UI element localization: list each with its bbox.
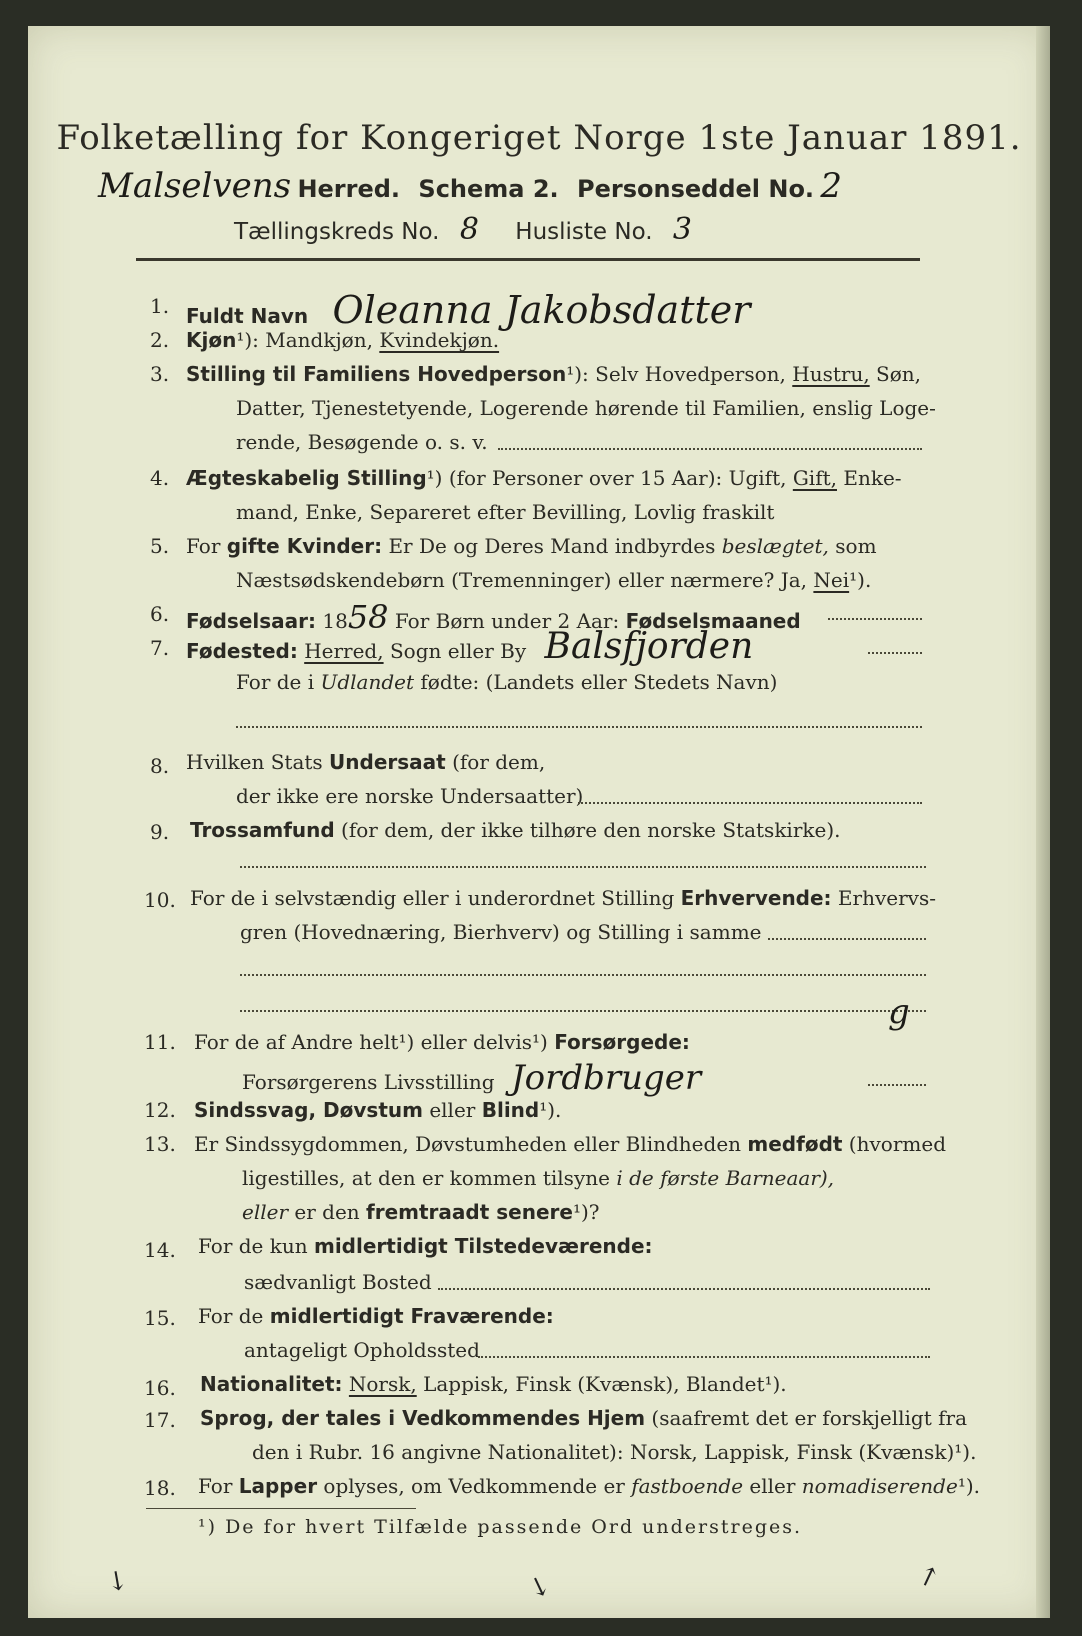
text: For de [198,1304,270,1328]
header-line-1 [98,166,842,206]
item-18 [198,1474,980,1498]
item-number: 6. [150,602,170,626]
item-number: 8. [150,754,170,778]
herred-label: Herred. [297,175,401,203]
item-13 [194,1132,946,1156]
item-number: 7. [150,636,170,660]
dotted-line [828,618,922,620]
dotted-line [868,652,922,654]
item-number: 9. [150,820,170,844]
text: 18 [316,609,348,633]
text: ¹): Mandkjøn, [236,328,380,352]
item-7-cont [236,670,777,694]
item-10-cont: gren (Hovednæring, Bierhverv) og Stilling i samme [240,920,762,944]
label-fodselsmaaned: Fødselsmaaned [625,609,801,633]
footnote: ¹) De for hvert Tilfælde passende Ord understreges. [198,1516,803,1538]
item-13-cont [242,1200,600,1224]
item-2 [186,328,499,352]
handwritten-mark: g [888,992,910,1032]
dotted-line [240,866,926,868]
text: som [828,534,877,558]
item-4-cont: mand, Enke, Separeret efter Bevilling, Lovlig fraskilt [236,500,775,524]
label-sindssvag: Sindssvag, Døvstum [194,1098,423,1122]
kreds-number: 8 [459,212,479,247]
personseddel-label: Personseddel No. [577,175,815,203]
text: ¹). [957,1474,980,1498]
name-handwritten: Oleanna Jakobsdatter [332,288,751,332]
text: fødte: (Landets eller Stedets Navn) [414,670,778,694]
item-14-cont: sædvanligt Bosted [244,1270,432,1294]
label-kjon: Kjøn [186,328,237,352]
text: Sogn eller By [383,639,527,663]
text: eller [242,1200,289,1224]
underlined-answer: Hustru, [792,362,870,386]
birth-year-handwritten: 58 [347,598,389,636]
item-number: 4. [150,466,170,490]
label-fuldt-navn: Fuldt Navn [186,304,309,328]
husliste-label: Husliste No. [515,219,653,245]
kreds-label: Tællingskreds No. [234,219,440,245]
census-form-sheet [28,26,1050,1618]
text: For [186,534,227,558]
text: eller [422,1098,482,1122]
husliste-number: 3 [672,212,693,247]
item-number: 13. [144,1132,176,1156]
corner-mark-left: ↘ [99,1562,135,1600]
header-rule [136,258,920,261]
text: ¹). [539,1098,562,1122]
item-10 [190,886,936,910]
item-16 [200,1372,787,1396]
item-number: 14. [144,1238,176,1262]
label-gifte-kvinder: gifte Kvinder: [226,534,383,558]
text: For Børn under 2 Aar: [388,609,626,633]
footnote-rule [146,1508,416,1509]
label-trossamfund: Trossamfund [190,818,335,842]
text: Forsørgerens Livsstilling [242,1070,495,1094]
text: For de i selvstændig eller i underordnet Stilling [190,886,681,910]
text: er den [288,1200,367,1224]
text: oplyses, om Vedkommende er [317,1474,632,1498]
herred-handwritten: Malselvens [98,166,292,206]
item-5 [186,534,877,558]
text: Lappisk, Finsk (Kvænsk), Blandet¹). [416,1372,787,1396]
label-nationalitet: Nationalitet: [200,1372,343,1396]
item-8 [186,750,545,774]
item-number: 5. [150,534,170,558]
text: Næstsødskendebørn (Tremenninger) eller nærmere? Ja, [236,568,814,592]
text: Er De og Deres Mand indbyrdes [382,534,722,558]
text: Enke- [837,466,902,490]
item-3-cont: rende, Besøgende o. s. v. [236,430,488,454]
item-number: 1. [150,294,170,318]
dotted-line [578,802,922,804]
dotted-line [868,1084,926,1086]
item-number: 3. [150,362,170,386]
text: (saafremt det er forskjelligt fra [645,1406,967,1430]
label-fodested: Fødested: [186,639,298,663]
underlined-answer: Herred, [304,639,384,663]
item-number: 17. [144,1408,176,1432]
text: ligestilles, at den er kommen tilsyne [242,1166,617,1190]
item-3 [186,362,921,386]
text: ¹). [849,568,872,592]
item-7 [186,626,753,667]
dotted-line [236,726,922,728]
text: ¹): Selv Hovedperson, [566,362,793,386]
text: fastboende [631,1474,744,1498]
form-title: Folketælling for Kongeriget Norge 1ste Januar 1891. [56,118,1022,158]
item-15-cont: antageligt Opholdssted [244,1338,480,1362]
item-3-cont: Datter, Tjenestetyende, Logerende hørende til Familien, enslig Loge- [236,396,936,420]
item-number: 10. [144,888,176,912]
label-blind: Blind [481,1098,540,1122]
item-13-cont [242,1166,834,1190]
text: Erhvervs- [831,886,936,910]
corner-mark-center: ↘ [523,1569,555,1605]
label-medfodt: medfødt [747,1132,843,1156]
text: nomadiserende [801,1474,958,1498]
item-17 [200,1406,967,1430]
birthplace-handwritten: Balsfjorden [544,626,754,667]
item-11-cont [242,1058,701,1098]
label-fremtraadt: fremtraadt senere [366,1200,573,1224]
label-stilling: Stilling til Familiens Hovedperson [186,362,567,386]
text: (hvormed [842,1132,946,1156]
text: beslægtet, [721,534,829,558]
item-15 [198,1304,554,1328]
underlined-answer: Kvindekjøn. [379,328,500,352]
text: For de i [236,670,321,694]
provider-handwritten: Jordbruger [510,1058,702,1098]
label-sprog: Sprog, der tales i Vedkommendes Hjem [200,1406,646,1430]
item-number: 11. [144,1030,176,1054]
item-number: 12. [144,1098,176,1122]
item-8-cont: der ikke ere norske Undersaatter) [236,784,584,808]
label-aegteskab: Ægteskabelig Stilling [186,466,427,490]
dotted-line [438,1288,930,1290]
item-number: 15. [144,1306,176,1330]
label-erhvervende: Erhvervende: [680,886,832,910]
label-fodselsaar: Fødselsaar: [186,609,316,633]
dotted-line [240,974,926,976]
text: (for dem, [445,750,546,774]
text: For de kun [198,1234,314,1258]
page-edge [1036,26,1050,1618]
text: For [198,1474,239,1498]
item-number: 18. [144,1476,176,1500]
text: eller [743,1474,802,1498]
text: For de af Andre helt¹) eller delvis¹) [194,1030,555,1054]
label-undersaat: Undersaat [329,750,446,774]
dotted-line [478,1356,930,1358]
item-17-cont: den i Rubr. 16 angivne Nationalitet): Norsk, Lappisk, Finsk (Kvænsk)¹). [252,1440,977,1464]
underlined-answer: Gift, [792,466,837,490]
label-tilstedevaerende: midlertidigt Tilstedeværende: [313,1234,653,1258]
item-number: 16. [144,1376,176,1400]
text: ¹)? [572,1200,600,1224]
corner-mark-right: ↗ [913,1559,945,1595]
label-forsorgede: Forsørgede: [554,1030,690,1054]
item-1 [186,288,750,332]
item-4 [186,466,902,490]
underlined-answer: Nei [813,568,850,592]
personseddel-number: 2 [820,166,843,206]
text: Søn, [869,362,922,386]
item-11 [194,1030,690,1054]
underlined-answer: Norsk, [348,1372,417,1396]
item-14 [198,1234,653,1258]
schema-label: Schema 2. [418,175,559,203]
item-9 [190,818,841,842]
label-lapper: Lapper [238,1474,318,1498]
text: (for dem, der ikke tilhøre den norske Statskirke). [334,818,841,842]
item-number: 2. [150,328,170,352]
item-12 [194,1098,561,1122]
item-5-cont [236,568,871,592]
text: Hvilken Stats [186,750,330,774]
label-fravaerende: midlertidigt Fraværende: [269,1304,554,1328]
dotted-line [498,448,922,450]
text: i de første Barneaar), [616,1166,835,1190]
dotted-line [768,938,926,940]
text: ¹) (for Personer over 15 Aar): Ugift, [426,466,793,490]
text: Udlandet [320,670,415,694]
header-line-2 [234,212,692,247]
text: Er Sindssygdommen, Døvstumheden eller Blindheden [194,1132,748,1156]
dotted-line [240,1010,926,1012]
